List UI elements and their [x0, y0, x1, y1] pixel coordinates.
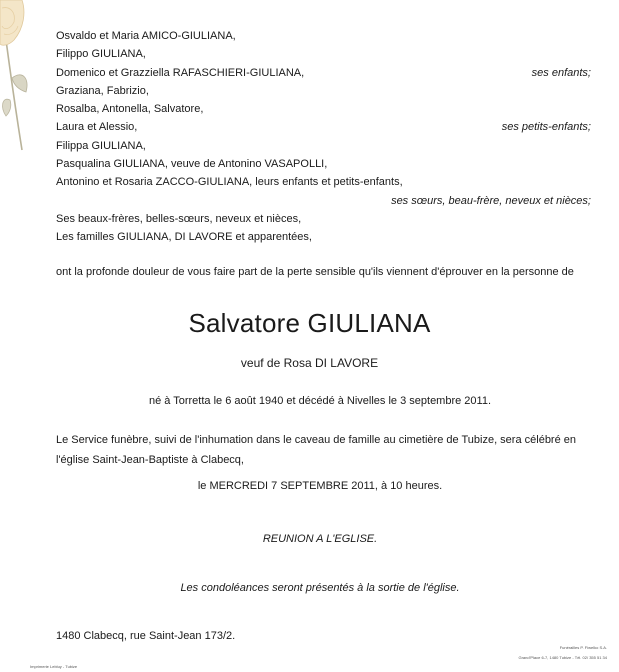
family-member: Ses beaux-frères, belles-sœurs, neveux et nièces,: [56, 212, 302, 225]
family-member: Graziana, Fabrizio,: [56, 84, 149, 97]
reunion-text: REUNION A L'EGLISE.: [262, 533, 378, 545]
family-member: Laura et Alessio,: [56, 121, 138, 134]
family-list: [56, 27, 591, 247]
family-member: Pasqualina GIULIANA, veuve de Antonino VASAPOLLI,: [56, 158, 328, 171]
family-member: Domenico et Grazziella RAFASCHIERI-GIULIANA,: [56, 66, 305, 79]
family-line: [56, 27, 591, 45]
service-text: Le Service funèbre, suivi de l'inhumation dans le caveau de famille au cimetière de Tubize, sera célébré en l'église Saint-Jean-Baptiste à Clabecq,: [56, 434, 577, 466]
family-member: Filippa GIULIANA,: [56, 139, 146, 152]
condolences-text: Les condoléances seront présentés à la sortie de l'église.: [180, 582, 460, 594]
address-text: 1480 Clabecq, rue Saint-Jean 173/2.: [56, 630, 236, 642]
family-member: Les familles GIULIANA, DI LAVORE et apparentées,: [56, 231, 312, 244]
family-line: [56, 210, 591, 228]
widower-of-text: veuf de Rosa DI LAVORE: [240, 356, 379, 370]
birth-death-text: né à Torretta le 6 août 1940 et décédé à Nivelles le 3 septembre 2011.: [148, 395, 492, 407]
family-line: [56, 64, 591, 82]
family-member: Antonino et Rosaria ZACCO-GIULIANA, leurs enfants et petits-enfants,: [56, 176, 403, 189]
family-line: [56, 192, 591, 210]
ceremony-date: le MERCREDI 7 SEPTEMBRE 2011, à 10 heures.: [197, 480, 443, 492]
family-member: Rosalba, Antonella, Salvatore,: [56, 103, 204, 116]
family-line: [56, 155, 591, 173]
family-line: [56, 228, 591, 246]
family-member: Filippo GIULIANA,: [56, 48, 146, 61]
relation-label: ses enfants;: [531, 66, 591, 79]
family-line: [56, 137, 591, 155]
funeral-home-credit: [437, 643, 607, 663]
family-line: [56, 173, 591, 191]
family-line: [56, 82, 591, 100]
relation-label: ses petits-enfants;: [501, 121, 591, 134]
deceased-name: Salvatore GIULIANA: [188, 308, 431, 338]
funeral-home-name: Funérailles P. Fiwelko S.A.: [559, 645, 607, 650]
funeral-home-address: Grand'Place 6-7, 1480 Tubize - Tél. 02/ 355 51 34: [518, 655, 607, 660]
family-line: [56, 45, 591, 63]
rose-flower-icon: [0, 0, 34, 160]
relation-label: ses sœurs, beau-frère, neveux et nièces;: [391, 194, 591, 207]
announcement-text: ont la profonde douleur de vous faire part de la perte sensible qu'ils viennent d'éprouver en la personne de: [56, 266, 574, 278]
family-line: [56, 100, 591, 118]
family-line: [56, 118, 591, 136]
printer-credit: Imprimerie Lebluy - Tubize: [30, 664, 78, 669]
family-member: Osvaldo et Maria AMICO-GIULIANA,: [56, 30, 236, 42]
